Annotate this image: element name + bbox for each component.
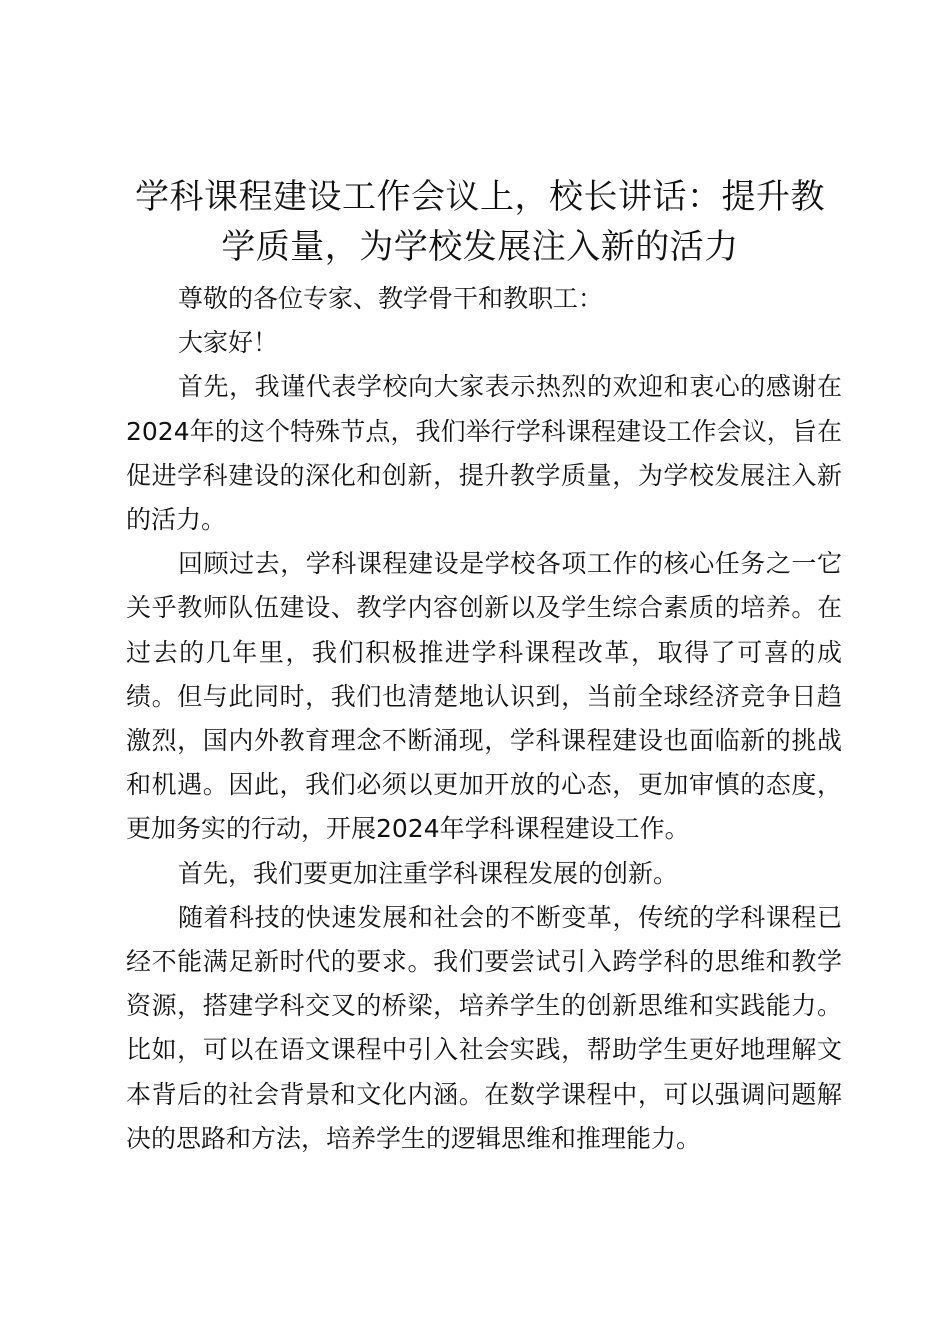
- salutation-paragraph: 尊敬的各位专家、教学骨干和教职工：: [178, 284, 604, 313]
- greeting-paragraph: 大家好！: [178, 328, 279, 358]
- document-body: [126, 277, 842, 1161]
- document-title: 学科课程建设工作会议上，校长讲话：提升教学质量，为学校发展注入新的活力: [135, 177, 825, 267]
- body-paragraph: 首先，我们要更加注重学科课程发展的创新。: [178, 858, 679, 888]
- body-paragraph: 首先，我谨代表学校向大家表示热烈的欢迎和衷心的感谢在2024年的这个特殊节点，我们举行学科课程建设工作会议，旨在促进学科建设的深化和创新，提升教学质量，为学校发展注入新的活力。: [126, 372, 842, 535]
- body-paragraph: 随着科技的快速发展和社会的不断变革，传统的学科课程已经不能满足新时代的要求。我们要尝试引入跨学科的思维和教学资源，搭建学科交叉的桥梁，培养学生的创新思维和实践能力。比如，可以在语文课程中引入社会实践，帮助学生更好地理解文本背后的社会背景和文化内涵。在数学课程中，可以强调问题解决的思路和方法，培养学生的逻辑思维和推理能力。: [126, 902, 842, 1153]
- body-paragraph: 回顾过去，学科课程建设是学校各项工作的核心任务之一它关乎教师队伍建设、教学内容创新以及学生综合素质的培养。在过去的几年里，我们积极推进学科课程改革，取得了可喜的成绩。但与此同时，我们也清楚地认识到，当前全球经济竞争日趋激烈，国内外教育理念不断涌现，学科课程建设也面临新的挑战和机遇。因此，我们必须以更加开放的心态，更加审慎的态度，更加务实的行动，开展2024年学科课程建设工作。: [126, 549, 842, 844]
